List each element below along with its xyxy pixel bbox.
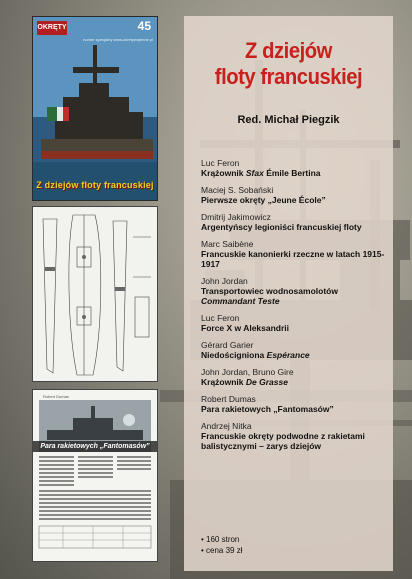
magazine-cover	[33, 17, 157, 200]
entry-author: Gérard Garier	[201, 340, 254, 350]
entry-title: Force X w Aleksandrii	[201, 323, 290, 333]
list-item	[201, 394, 389, 414]
entry-author: Robert Dumas	[201, 394, 256, 404]
table-of-contents	[201, 158, 389, 458]
entry-title: Krążownik Sfax Émile Bertina	[201, 168, 321, 178]
issue-title-line1: Z dziejów	[245, 38, 332, 63]
list-item	[201, 421, 389, 451]
contents-panel	[184, 16, 393, 571]
list-item	[201, 313, 389, 333]
issue-title	[192, 38, 384, 90]
entry-title: Transportowiec wodnosamolotów Commandant Teste	[201, 286, 338, 306]
entry-title: Krążownik De Grasse	[201, 377, 288, 387]
list-item	[201, 239, 389, 269]
ship-plan-page	[33, 207, 157, 381]
magazine-logo: OKRĘTY	[37, 21, 67, 35]
issue-title-line2: floty francuskiej	[214, 64, 363, 89]
cover-ship-illustration	[33, 17, 157, 200]
page-count: • 160 stron	[201, 535, 240, 544]
list-item	[201, 276, 389, 306]
entry-author: Marc Saibène	[201, 239, 254, 249]
cover-subtitle: numer specjalny www.okretywojenne.pl	[83, 37, 153, 42]
entry-title: Argentyńscy legioniści francuskiej floty	[201, 222, 362, 232]
list-item	[201, 367, 389, 387]
cover-title: Z dziejów floty francuskiej	[36, 180, 154, 190]
entry-title: Para rakietowych „Fantomasów”	[201, 404, 334, 414]
list-item	[201, 212, 389, 232]
entry-author: Andrzej Nitka	[201, 421, 252, 431]
entry-title: Niedościgniona Espérance	[201, 350, 310, 360]
editor-credit: Red. Michał Piegzik	[237, 114, 340, 126]
price: • cena 39 zł	[201, 546, 243, 555]
ship-plan-drawing	[33, 207, 157, 381]
entry-title: Pierwsze okręty „Jeune École”	[201, 195, 326, 205]
article-page-title: Para rakietowych „Fantomasów”	[33, 441, 157, 452]
list-item	[201, 185, 389, 205]
list-item	[201, 158, 389, 178]
article-page-header: Robert Dumas	[43, 394, 69, 399]
article-page	[33, 390, 157, 561]
issue-number: 45	[137, 19, 151, 33]
entry-author: Maciej S. Sobański	[201, 185, 274, 195]
article-ship-photo	[33, 390, 157, 561]
entry-author: John Jordan, Bruno Gire	[201, 367, 294, 377]
entry-title: Francuskie kanonierki rzeczne w latach 1915-1917	[201, 249, 385, 269]
entry-author: Luc Feron	[201, 313, 240, 323]
entry-title: Francuskie okręty podwodne z rakietami balistycznymi – zarys dziejów	[201, 431, 365, 451]
entry-author: Dmitrij Jakimowicz	[201, 212, 271, 222]
list-item	[201, 340, 389, 360]
issue-details	[201, 534, 243, 556]
entry-author: John Jordan	[201, 276, 248, 286]
entry-author: Luc Feron	[201, 158, 240, 168]
